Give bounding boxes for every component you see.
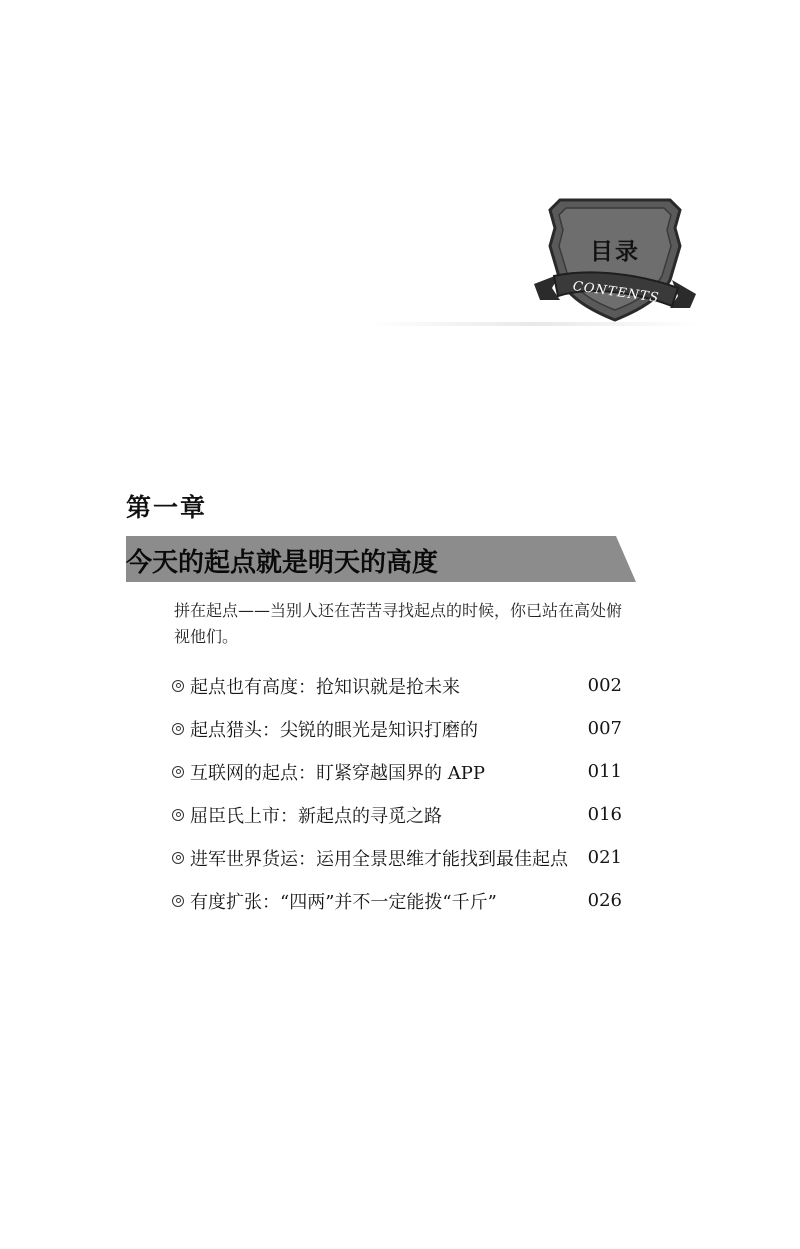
chapter-title: 今天的起点就是明天的高度 <box>126 548 439 578</box>
toc-item-page: 021 <box>587 847 622 868</box>
toc-item-title: 进军世界货运：运用全景思维才能找到最佳起点 <box>190 848 568 870</box>
toc-item[interactable] <box>172 750 632 793</box>
toc-item[interactable] <box>172 879 632 922</box>
toc-item-title: 起点也有高度：抢知识就是抢未来 <box>190 676 460 698</box>
badge-title: 目录 <box>590 238 640 265</box>
circle-bullet-icon <box>172 852 184 864</box>
toc-item-title: 互联网的起点：盯紧穿越国界的 APP <box>190 762 485 784</box>
badge-subtitle: CONTENTS <box>571 279 661 306</box>
toc-item-title: 屈臣氏上市：新起点的寻觅之路 <box>190 805 442 827</box>
circle-bullet-icon <box>172 766 184 778</box>
decorative-divider <box>370 322 700 326</box>
circle-bullet-icon <box>172 723 184 735</box>
toc-item-page: 011 <box>587 761 622 782</box>
toc-item[interactable] <box>172 707 632 750</box>
circle-bullet-icon <box>172 895 184 907</box>
toc-item-page: 002 <box>587 675 622 696</box>
toc-item-page: 016 <box>587 804 622 825</box>
toc-item-page: 026 <box>587 890 622 911</box>
chapter-label: 第一章 <box>126 493 208 522</box>
toc-item[interactable] <box>172 836 632 879</box>
chapter-intro: 拼在起点——当别人还在苦苦寻找起点的时候，你已站在高处俯视他们。 <box>174 601 623 646</box>
circle-bullet-icon <box>172 809 184 821</box>
chapter-banner <box>126 536 636 582</box>
toc-item-title: 有度扩张：“四两”并不一定能拨“千斤” <box>190 891 497 913</box>
circle-bullet-icon <box>172 680 184 692</box>
table-of-contents <box>172 664 632 922</box>
toc-item[interactable] <box>172 793 632 836</box>
contents-badge <box>530 188 700 328</box>
toc-item-page: 007 <box>587 718 622 739</box>
toc-item-title: 起点猎头：尖锐的眼光是知识打磨的 <box>190 719 478 741</box>
toc-item[interactable] <box>172 664 632 707</box>
